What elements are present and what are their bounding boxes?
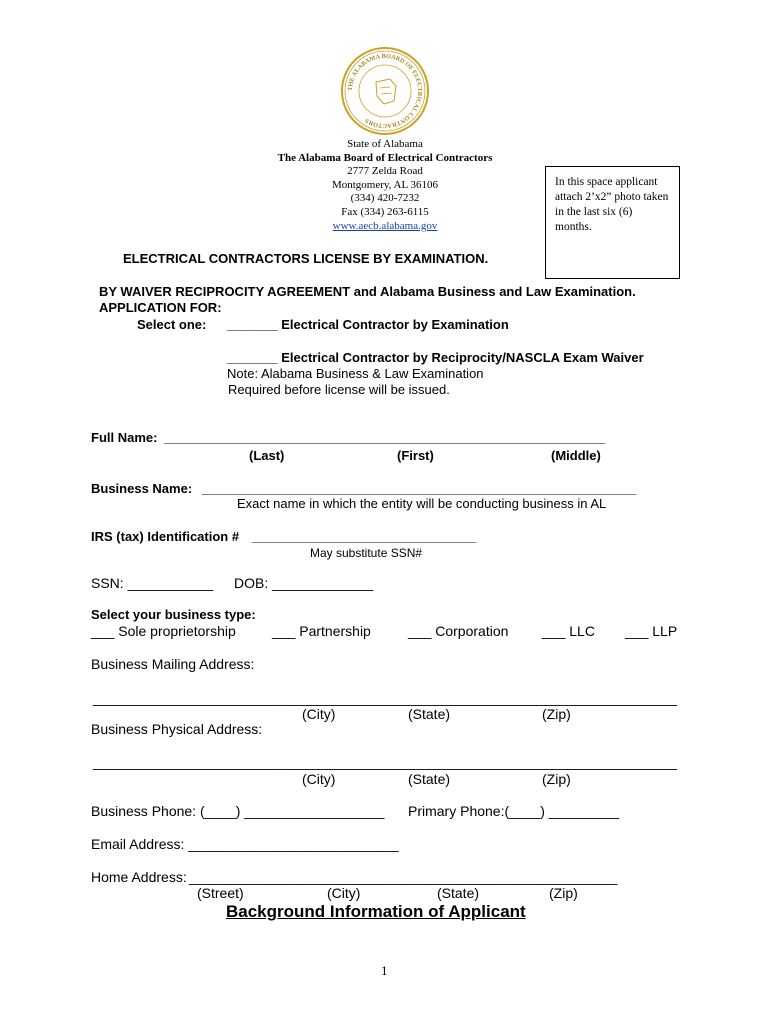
physical-city-caption: (City): [302, 771, 336, 787]
note-line-1: Note: Alabama Business & Law Examination: [227, 366, 484, 381]
mailing-zip-caption: (Zip): [542, 706, 571, 722]
business-phone-field[interactable]: Business Phone: (____) __________________: [91, 803, 385, 819]
type-llp[interactable]: ___ LLP: [625, 623, 678, 639]
background-info-heading: Background Information of Applicant: [226, 902, 526, 921]
first-name-caption: (First): [397, 448, 434, 463]
website-link[interactable]: www.aecb.alabama.gov: [332, 219, 438, 232]
type-sole-proprietorship[interactable]: ___ Sole proprietorship: [91, 623, 236, 639]
waiver-line: BY WAIVER RECIPROCITY AGREEMENT and Alabama Business and Law Examination.: [99, 284, 636, 299]
fax-number: Fax (334) 263-6115: [341, 205, 429, 218]
physical-zip-caption: (Zip): [542, 771, 571, 787]
street-address: 2777 Zelda Road: [347, 165, 423, 178]
select-one-label: Select one:: [137, 317, 207, 332]
middle-name-caption: (Middle): [551, 448, 601, 463]
svg-text:THE ALABAMA BOARD OF ELECTRICA: THE ALABAMA BOARD OF ELECTRICAL CONTRACTORS: [346, 52, 424, 130]
home-state-caption: (State): [437, 885, 480, 901]
board-seal-logo: [340, 46, 430, 136]
primary-phone-field[interactable]: Primary Phone:(____) _________: [408, 803, 619, 819]
home-city-caption: (City): [327, 885, 361, 901]
irs-label: IRS (tax) Identification #: [91, 529, 240, 544]
board-name: The Alabama Board of Electrical Contractors: [277, 151, 493, 164]
irs-hint: May substitute SSN#: [310, 546, 423, 560]
home-zip-caption: (Zip): [549, 885, 578, 901]
photo-attachment-box[interactable]: [545, 166, 680, 279]
board-address-header: [225, 138, 545, 233]
full-name-field[interactable]: _____________________________________________________________: [164, 430, 606, 445]
application-for-label: APPLICATION FOR:: [99, 300, 222, 315]
physical-address-label: Business Physical Address:: [91, 721, 263, 737]
home-address-field[interactable]: _______________________________________________________: [189, 869, 618, 885]
type-corporation[interactable]: ___ Corporation: [408, 623, 509, 639]
page-number: 1: [381, 963, 388, 978]
mailing-address-label: Business Mailing Address:: [91, 656, 255, 672]
note-line-2: Required before license will be issued.: [228, 382, 450, 397]
type-llc[interactable]: ___ LLC: [542, 623, 595, 639]
mailing-address-field[interactable]: ___________________________________________________________________________: [93, 690, 677, 706]
last-name-caption: (Last): [249, 448, 285, 463]
state-name: State of Alabama: [347, 138, 423, 150]
option-reciprocity-field[interactable]: _______ Electrical Contractor by Reciprocity/NASCLA Exam Waiver: [227, 350, 644, 365]
ssn-field[interactable]: SSN: ___________: [91, 575, 214, 591]
email-address-field[interactable]: Email Address: ___________________________: [91, 836, 399, 852]
business-type-label: Select your business type:: [91, 607, 256, 622]
business-name-label: Business Name:: [91, 481, 193, 496]
home-address-label: Home Address:: [91, 869, 187, 885]
mailing-city-caption: (City): [302, 706, 336, 722]
type-partnership[interactable]: ___ Partnership: [272, 623, 371, 639]
business-name-field[interactable]: ____________________________________________________________: [202, 481, 636, 496]
dob-field[interactable]: DOB: _____________: [234, 575, 374, 591]
physical-address-field[interactable]: ___________________________________________________________________________: [93, 754, 677, 770]
form-title: ELECTRICAL CONTRACTORS LICENSE BY EXAMINATION.: [123, 251, 489, 266]
home-street-caption: (Street): [197, 885, 244, 901]
physical-state-caption: (State): [408, 771, 451, 787]
city-state-zip: Montgomery, AL 36106: [331, 178, 439, 191]
photo-instructions: In this space applicant attach 2’x2” photo taken in the last six (6) months.: [555, 176, 669, 233]
full-name-label: Full Name:: [91, 430, 158, 445]
phone-number: (334) 420-7232: [350, 192, 420, 205]
mailing-state-caption: (State): [408, 706, 451, 722]
business-name-hint: Exact name in which the entity will be conducting business in AL: [237, 496, 607, 511]
irs-field[interactable]: _______________________________: [252, 529, 477, 544]
option-exam-field[interactable]: _______ Electrical Contractor by Examination: [227, 317, 509, 332]
